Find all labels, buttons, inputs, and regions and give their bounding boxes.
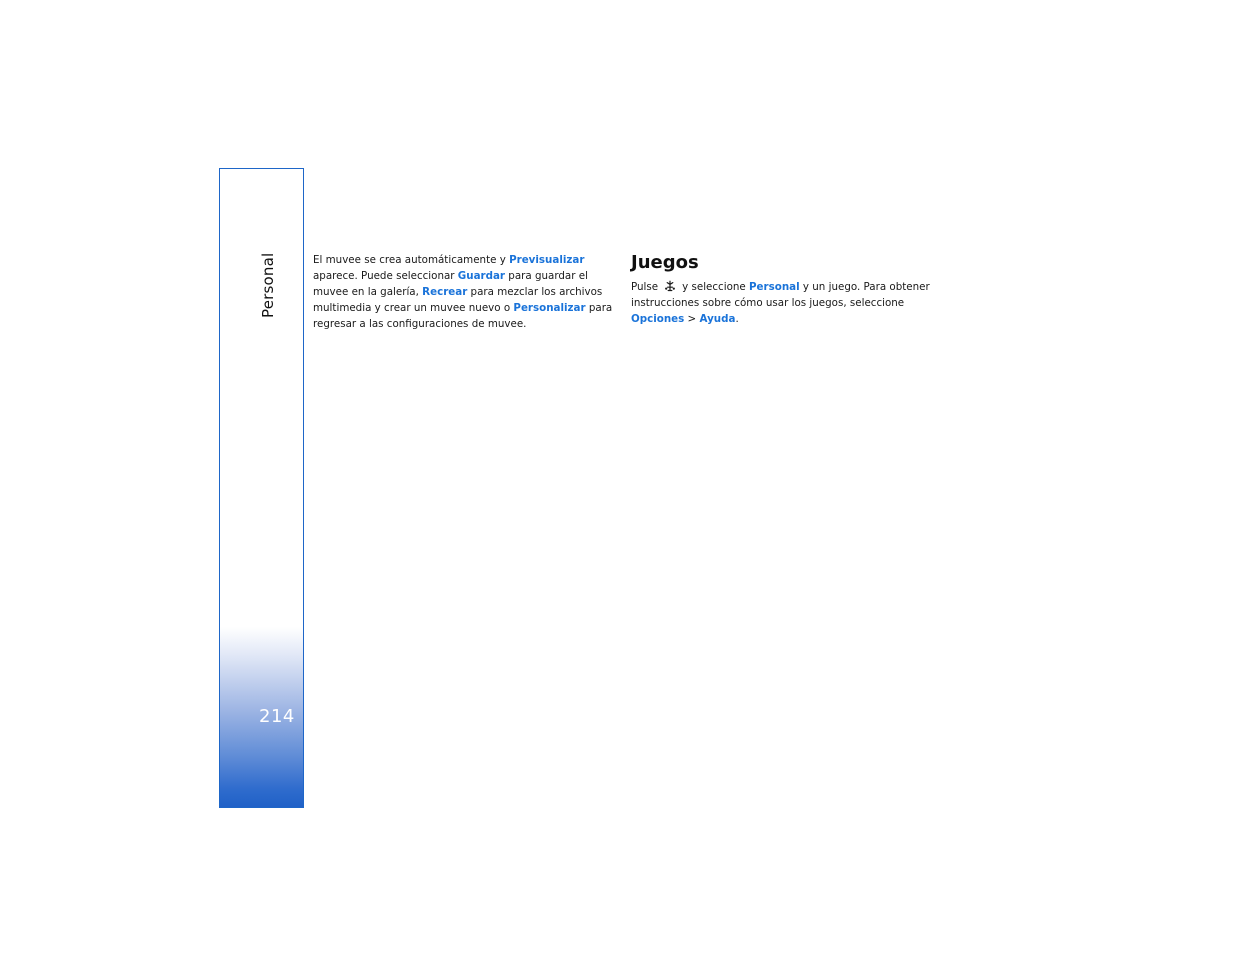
- page-number: 214: [259, 706, 295, 727]
- previsualizar-term: Previsualizar: [509, 254, 585, 266]
- recrear-term: Recrear: [422, 286, 468, 298]
- personal-term: Personal: [749, 281, 800, 293]
- section-label: Personal: [259, 252, 277, 318]
- menu-key-icon: [663, 280, 677, 292]
- right-column: [631, 252, 936, 327]
- left-column: [313, 252, 618, 332]
- ayuda-term: Ayuda: [699, 313, 736, 325]
- guardar-term: Guardar: [457, 270, 506, 282]
- juegos-paragraph: Pulse y seleccione Personal y un juego. Para obtener instrucciones sobre cómo usar los juegos, seleccione Opciones > Ayuda.: [631, 281, 930, 325]
- personalizar-term: Personalizar: [513, 302, 586, 314]
- juegos-heading: Juegos: [631, 252, 699, 273]
- opciones-term: Opciones: [631, 313, 685, 325]
- muvee-paragraph: El muvee se crea automáticamente y Previsualizar aparece. Puede seleccionar Guardar para guardar el muvee en la galería, Recrear para mezclar los archivos multimedia y crear un muvee nuevo o Personalizar para regresar a las configuraciones de muvee.: [313, 254, 613, 330]
